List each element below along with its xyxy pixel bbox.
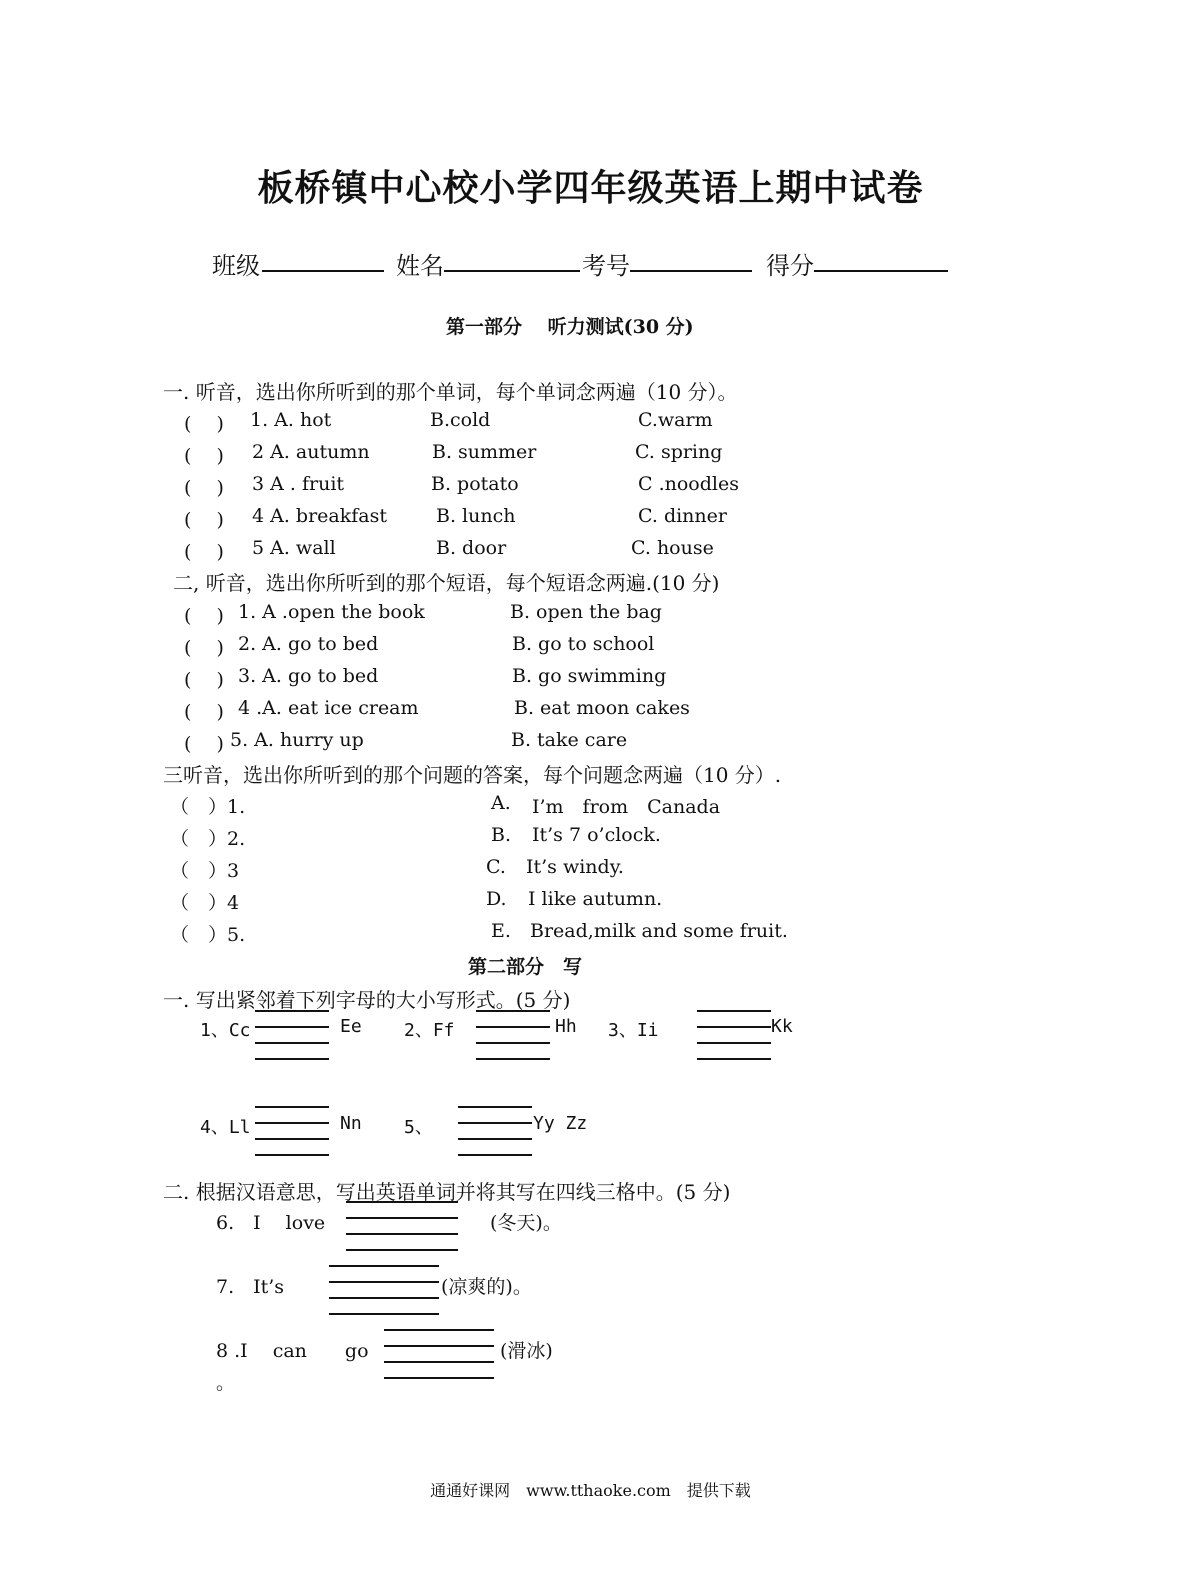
s3-row5-q[interactable]: （ ）5. [170, 924, 246, 946]
s2-row5-b: B. take care [511, 729, 628, 751]
letters-item3: 3、Ii [608, 1020, 659, 1041]
word-item8-tail: 。 [216, 1372, 236, 1394]
score-label: 得分 [766, 252, 814, 280]
s1-row2-b: B. summer [432, 441, 537, 463]
s1-row1-paren[interactable]: ( ) [184, 413, 224, 435]
s2-row1-b: B. open the bag [510, 601, 662, 623]
letters-grid5[interactable] [458, 1106, 532, 1156]
s1-row3-paren[interactable]: ( ) [184, 477, 224, 499]
word-item8-grid[interactable] [384, 1329, 494, 1379]
number-label: 考号 [582, 252, 630, 280]
s2-row2-a: 2. A. go to bed [238, 633, 379, 655]
s1-row4-paren[interactable]: ( ) [184, 509, 224, 531]
page-title: 板桥镇中心校小学四年级英语上期中试卷 [257, 168, 924, 209]
s2-row1-paren[interactable]: ( ) [184, 605, 224, 627]
part1-heading: 第一部分 听力测试(30 分) [446, 316, 694, 338]
name-label: 姓名 [396, 252, 444, 280]
s2-row4-a: 4 .A. eat ice cream [238, 697, 419, 719]
s3-row1-q[interactable]: （ ）1. [170, 796, 246, 818]
name-blank[interactable] [444, 270, 580, 272]
word-item6-hint: (冬天)。 [490, 1212, 562, 1234]
section1-heading: 一. 听音，选出你所听到的那个单词，每个单词念两遍（10 分）。 [163, 380, 738, 404]
word-item6-prompt: 6. I love [216, 1212, 326, 1234]
letters-grid2[interactable] [476, 1010, 550, 1060]
number-blank[interactable] [630, 270, 752, 272]
s2-row3-paren[interactable]: ( ) [184, 669, 224, 691]
section2-heading: 二, 听音，选出你所听到的那个短语，每个短语念两遍.(10 分) [173, 571, 720, 595]
s1-row4-c: C. dinner [638, 505, 727, 527]
letters-item4: 4、Ll [200, 1117, 251, 1138]
score-blank[interactable] [814, 270, 948, 272]
s3-row3-q[interactable]: （ ）3 [170, 860, 240, 882]
s1-row1-b: B.cold [430, 409, 491, 431]
s3-row4-q[interactable]: （ ）4 [170, 892, 240, 914]
writing-section1-heading: 一. 写出紧邻着下列字母的大小写形式。(5 分) [163, 988, 571, 1012]
word-item8-prompt: 8 .I can go [216, 1340, 369, 1362]
s1-row5-a: 5 A. wall [252, 537, 336, 559]
s2-row2-paren[interactable]: ( ) [184, 637, 224, 659]
s1-row1-c: C.warm [638, 409, 713, 431]
s2-row3-b: B. go swimming [512, 665, 667, 687]
s3-row1-ans: I’m from Canada [532, 796, 721, 818]
s2-row4-b: B. eat moon cakes [514, 697, 690, 719]
s1-row2-c: C. spring [635, 441, 723, 463]
s1-row1-a: 1. A. hot [250, 409, 332, 431]
s1-row2-paren[interactable]: ( ) [184, 445, 224, 467]
word-item8-hint: (滑冰) [500, 1340, 553, 1362]
s1-row4-b: B. lunch [436, 505, 516, 527]
s1-row3-a: 3 A . fruit [252, 473, 345, 495]
letters-item1: 1、Cc [200, 1020, 251, 1041]
letters-end2: Hh [555, 1016, 577, 1037]
s1-row5-c: C. house [631, 537, 714, 559]
s3-row5-letter: E. [491, 920, 511, 942]
s3-row3-ans: It’s windy. [526, 856, 624, 878]
s1-row2-a: 2 A. autumn [252, 441, 370, 463]
word-item7-prompt: 7. It’s [216, 1276, 285, 1298]
section3-heading: 三听音，选出你所听到的那个问题的答案，每个问题念两遍（10 分）. [163, 763, 782, 787]
letters-item2: 2、Ff [404, 1020, 455, 1041]
s1-row5-b: B. door [436, 537, 507, 559]
s3-row5-ans: Bread,milk and some fruit. [530, 920, 788, 942]
letters-end4: Nn [340, 1113, 362, 1134]
s1-row3-c: C .noodles [638, 473, 739, 495]
s2-row3-a: 3. A. go to bed [238, 665, 379, 687]
s3-row2-ans: It’s 7 o’clock. [532, 824, 661, 846]
s3-row4-letter: D. [486, 888, 507, 910]
s3-row4-ans: I like autumn. [528, 888, 663, 910]
letters-end5: Yy Zz [533, 1113, 588, 1134]
word-item6-grid[interactable] [346, 1201, 458, 1251]
letters-grid1[interactable] [255, 1010, 329, 1060]
s1-row3-b: B. potato [431, 473, 519, 495]
s3-row3-letter: C. [486, 856, 506, 878]
letters-item5: 5、 [404, 1117, 433, 1138]
s1-row4-a: 4 A. breakfast [252, 505, 388, 527]
word-item7-hint: (凉爽的)。 [441, 1276, 532, 1298]
letters-grid3[interactable] [697, 1010, 771, 1060]
s2-row2-b: B. go to school [512, 633, 655, 655]
part2-heading: 第二部分 写 [468, 956, 583, 978]
s2-row5-a: 5. A. hurry up [230, 729, 364, 751]
letters-grid4[interactable] [255, 1106, 329, 1156]
s2-row4-paren[interactable]: ( ) [184, 701, 224, 723]
writing-section2-heading: 二. 根据汉语意思，写出英语单词并将其写在四线三格中。(5 分) [163, 1180, 731, 1204]
letters-end3: Kk [771, 1016, 793, 1037]
s1-row5-paren[interactable]: ( ) [184, 541, 224, 563]
class-label: 班级 [212, 252, 260, 280]
letters-end1: Ee [340, 1016, 362, 1037]
s2-row1-a: 1. A .open the book [238, 601, 425, 623]
s3-row2-letter: B. [491, 824, 512, 846]
word-item7-grid[interactable] [329, 1265, 439, 1315]
s3-row2-q[interactable]: （ ）2. [170, 828, 246, 850]
s3-row1-letter: A. [491, 792, 511, 814]
s2-row5-paren[interactable]: ( ) [184, 733, 224, 755]
footer-note: 通通好课网 www.tthaoke.com 提供下载 [430, 1481, 751, 1500]
class-blank[interactable] [262, 270, 384, 272]
